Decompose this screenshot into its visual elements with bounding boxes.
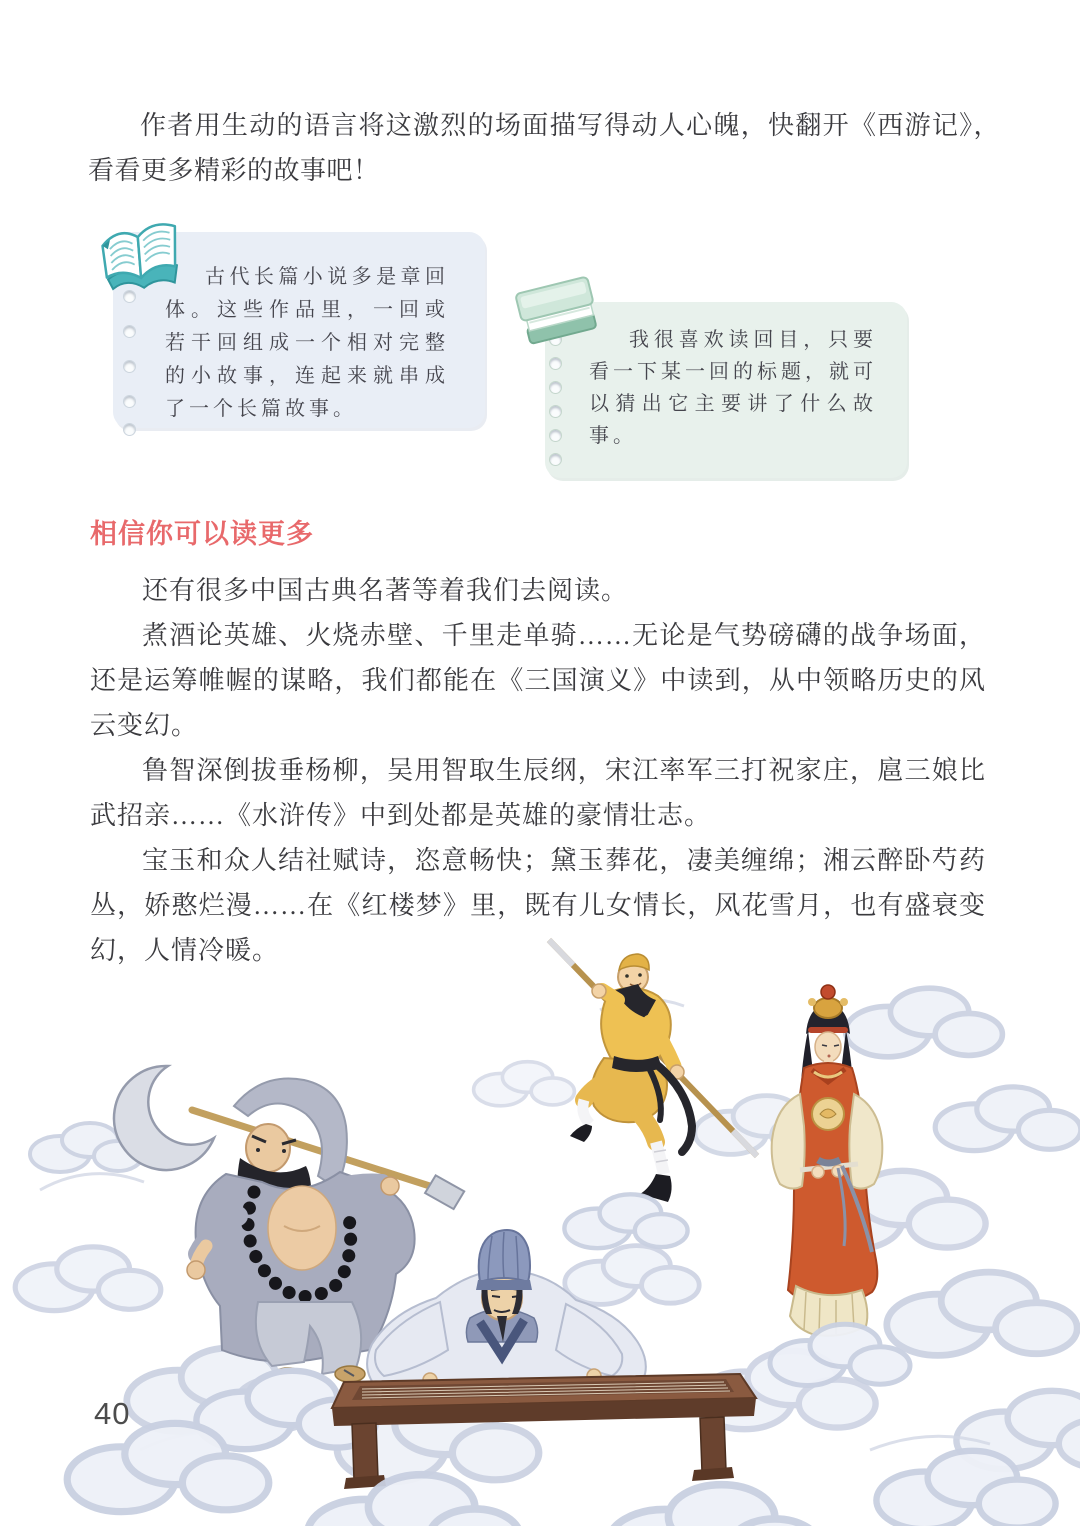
sun-wukong-figure <box>549 940 757 1202</box>
binder-hole <box>549 429 562 442</box>
paragraph-water-margin: 鲁智深倒拔垂杨柳，吴用智取生辰纲，宋江率军三打祝家庄，扈三娘比武招亲……《水浒传》中到处都是英雄的豪情壮志。 <box>90 756 986 830</box>
paragraph-red-chamber: 宝玉和众人结社赋诗，恣意畅快；黛玉葬花，凄美缠绵；湘云醉卧芍药丛，娇憨烂漫……在《红楼梦》里，既有儿女情长，风花雪月，也有盛衰变幻，人情冷暖。 <box>90 846 986 965</box>
open-book-icon <box>88 211 192 305</box>
classic-novels-illustration <box>0 930 1080 1526</box>
binder-hole <box>549 453 562 466</box>
binder-hole <box>549 405 562 418</box>
body-paragraphs <box>90 568 986 973</box>
paragraph-read-more: 还有很多中国古典名著等着我们去阅读。 <box>142 576 629 605</box>
binder-hole <box>549 357 562 370</box>
note-text-chapter-structure: 古代长篇小说多是章回体。这些作品里，一回或若干回组成一个相对完整的小故事，连起来就串成了一个长篇故事。 <box>165 266 449 420</box>
paragraph-three-kingdoms: 煮酒论英雄、火烧赤壁、千里走单骑……无论是气势磅礴的战争场面，还是运筹帷幄的谋略，我们都能在《三国演义》中读到，从中领略历史的风云变幻。 <box>90 621 986 740</box>
note-text-chapter-titles: 我很喜欢读回目，只要看一下某一回的标题，就可以猜出它主要讲了什么故事。 <box>589 329 877 447</box>
page-number: 40 <box>94 1396 131 1431</box>
binder-hole <box>123 423 136 436</box>
binder-hole <box>549 381 562 394</box>
section-heading: 相信你可以读更多 <box>90 519 314 549</box>
binder-hole <box>123 360 136 373</box>
binder-hole <box>123 325 136 338</box>
intro-paragraph: 作者用生动的语言将这激烈的场面描写得动人心魄，快翻开《西游记》，看看更多精彩的故事吧！ <box>88 111 1000 185</box>
binder-hole <box>123 395 136 408</box>
